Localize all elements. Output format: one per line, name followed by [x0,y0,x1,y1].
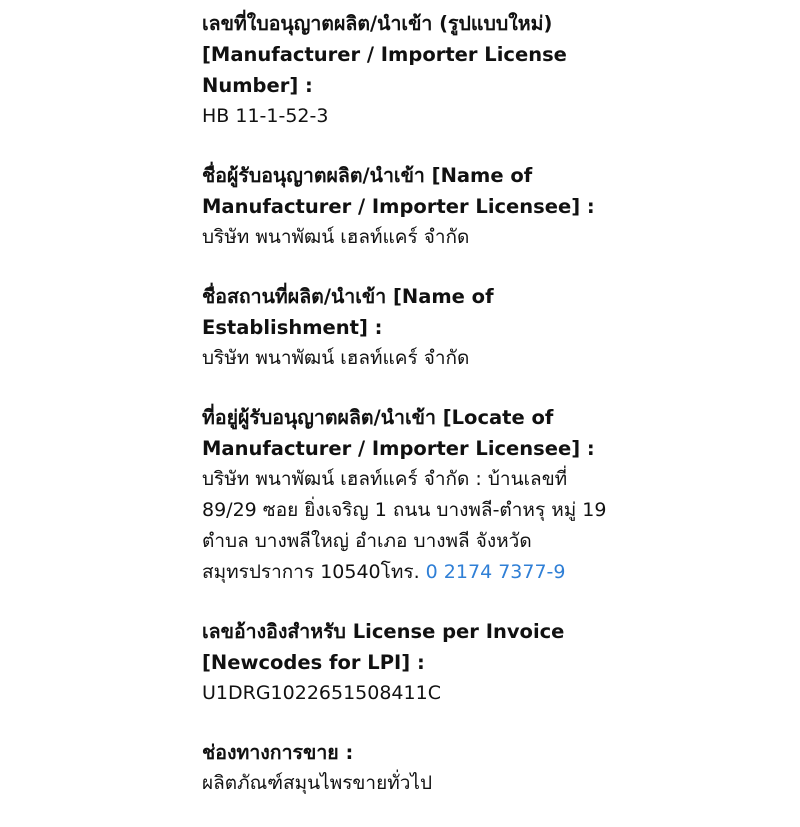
licensee-address-last-line [202,557,782,588]
phone-number-link[interactable]: 0 2174 7377-9 [425,561,566,583]
lpi-code-value: U1DRG1022651508411C [202,682,441,704]
license-info-panel [202,8,782,827]
license-number-value: HB 11-1-52-3 [202,105,329,127]
license-number-label-line: Number] : [202,74,313,97]
licensee-name-value: บริษัท พนาพัฒน์ เฮลท์แคร์ จำกัด [202,226,470,248]
establishment-name-section [202,281,782,374]
licensee-name-label-line: Manufacturer / Importer Licensee] : [202,195,595,218]
sales-channel-value: ผลิตภัณฑ์สมุนไพรขายทั่วไป [202,772,433,794]
lpi-code-label-line: เลขอ้างอิงสำหรับ License per Invoice [202,620,565,643]
licensee-address-province-text: สมุทรปราการ 10540โทร. [202,561,426,583]
establishment-name-label-line: Establishment] : [202,316,383,339]
licensee-address-section [202,402,782,588]
establishment-name-value: บริษัท พนาพัฒน์ เฮลท์แคร์ จำกัด [202,347,470,369]
sales-channel-label: ช่องทางการขาย : [202,741,354,764]
licensee-name-label-line: ชื่อผู้รับอนุญาตผลิต/นำเข้า [Name of [202,164,533,187]
licensee-address-label-line: Manufacturer / Importer Licensee] : [202,437,595,460]
establishment-name-label-line: ชื่อสถานที่ผลิต/นำเข้า [Name of [202,285,494,308]
sales-channel-section [202,737,782,799]
license-number-label-line: [Manufacturer / Importer License [202,43,567,66]
license-number-label-line: เลขที่ใบอนุญาตผลิต/นำเข้า (รูปแบบใหม่) [202,12,553,35]
license-number-section [202,8,782,132]
licensee-address-label-line: ที่อยู่ผู้รับอนุญาตผลิต/นำเข้า [Locate of [202,406,554,429]
licensee-address-line: 89/29 ซอย ยิ่งเจริญ 1 ถนน บางพลี-ตำหรุ หมู่ 19 [202,499,607,521]
licensee-address-line: ตำบล บางพลีใหญ่ อำเภอ บางพลี จังหวัด [202,530,532,552]
lpi-code-section [202,616,782,709]
lpi-code-label-line: [Newcodes for LPI] : [202,651,425,674]
licensee-name-section [202,160,782,253]
licensee-address-line: บริษัท พนาพัฒน์ เฮลท์แคร์ จำกัด : บ้านเลขที่ [202,468,568,490]
